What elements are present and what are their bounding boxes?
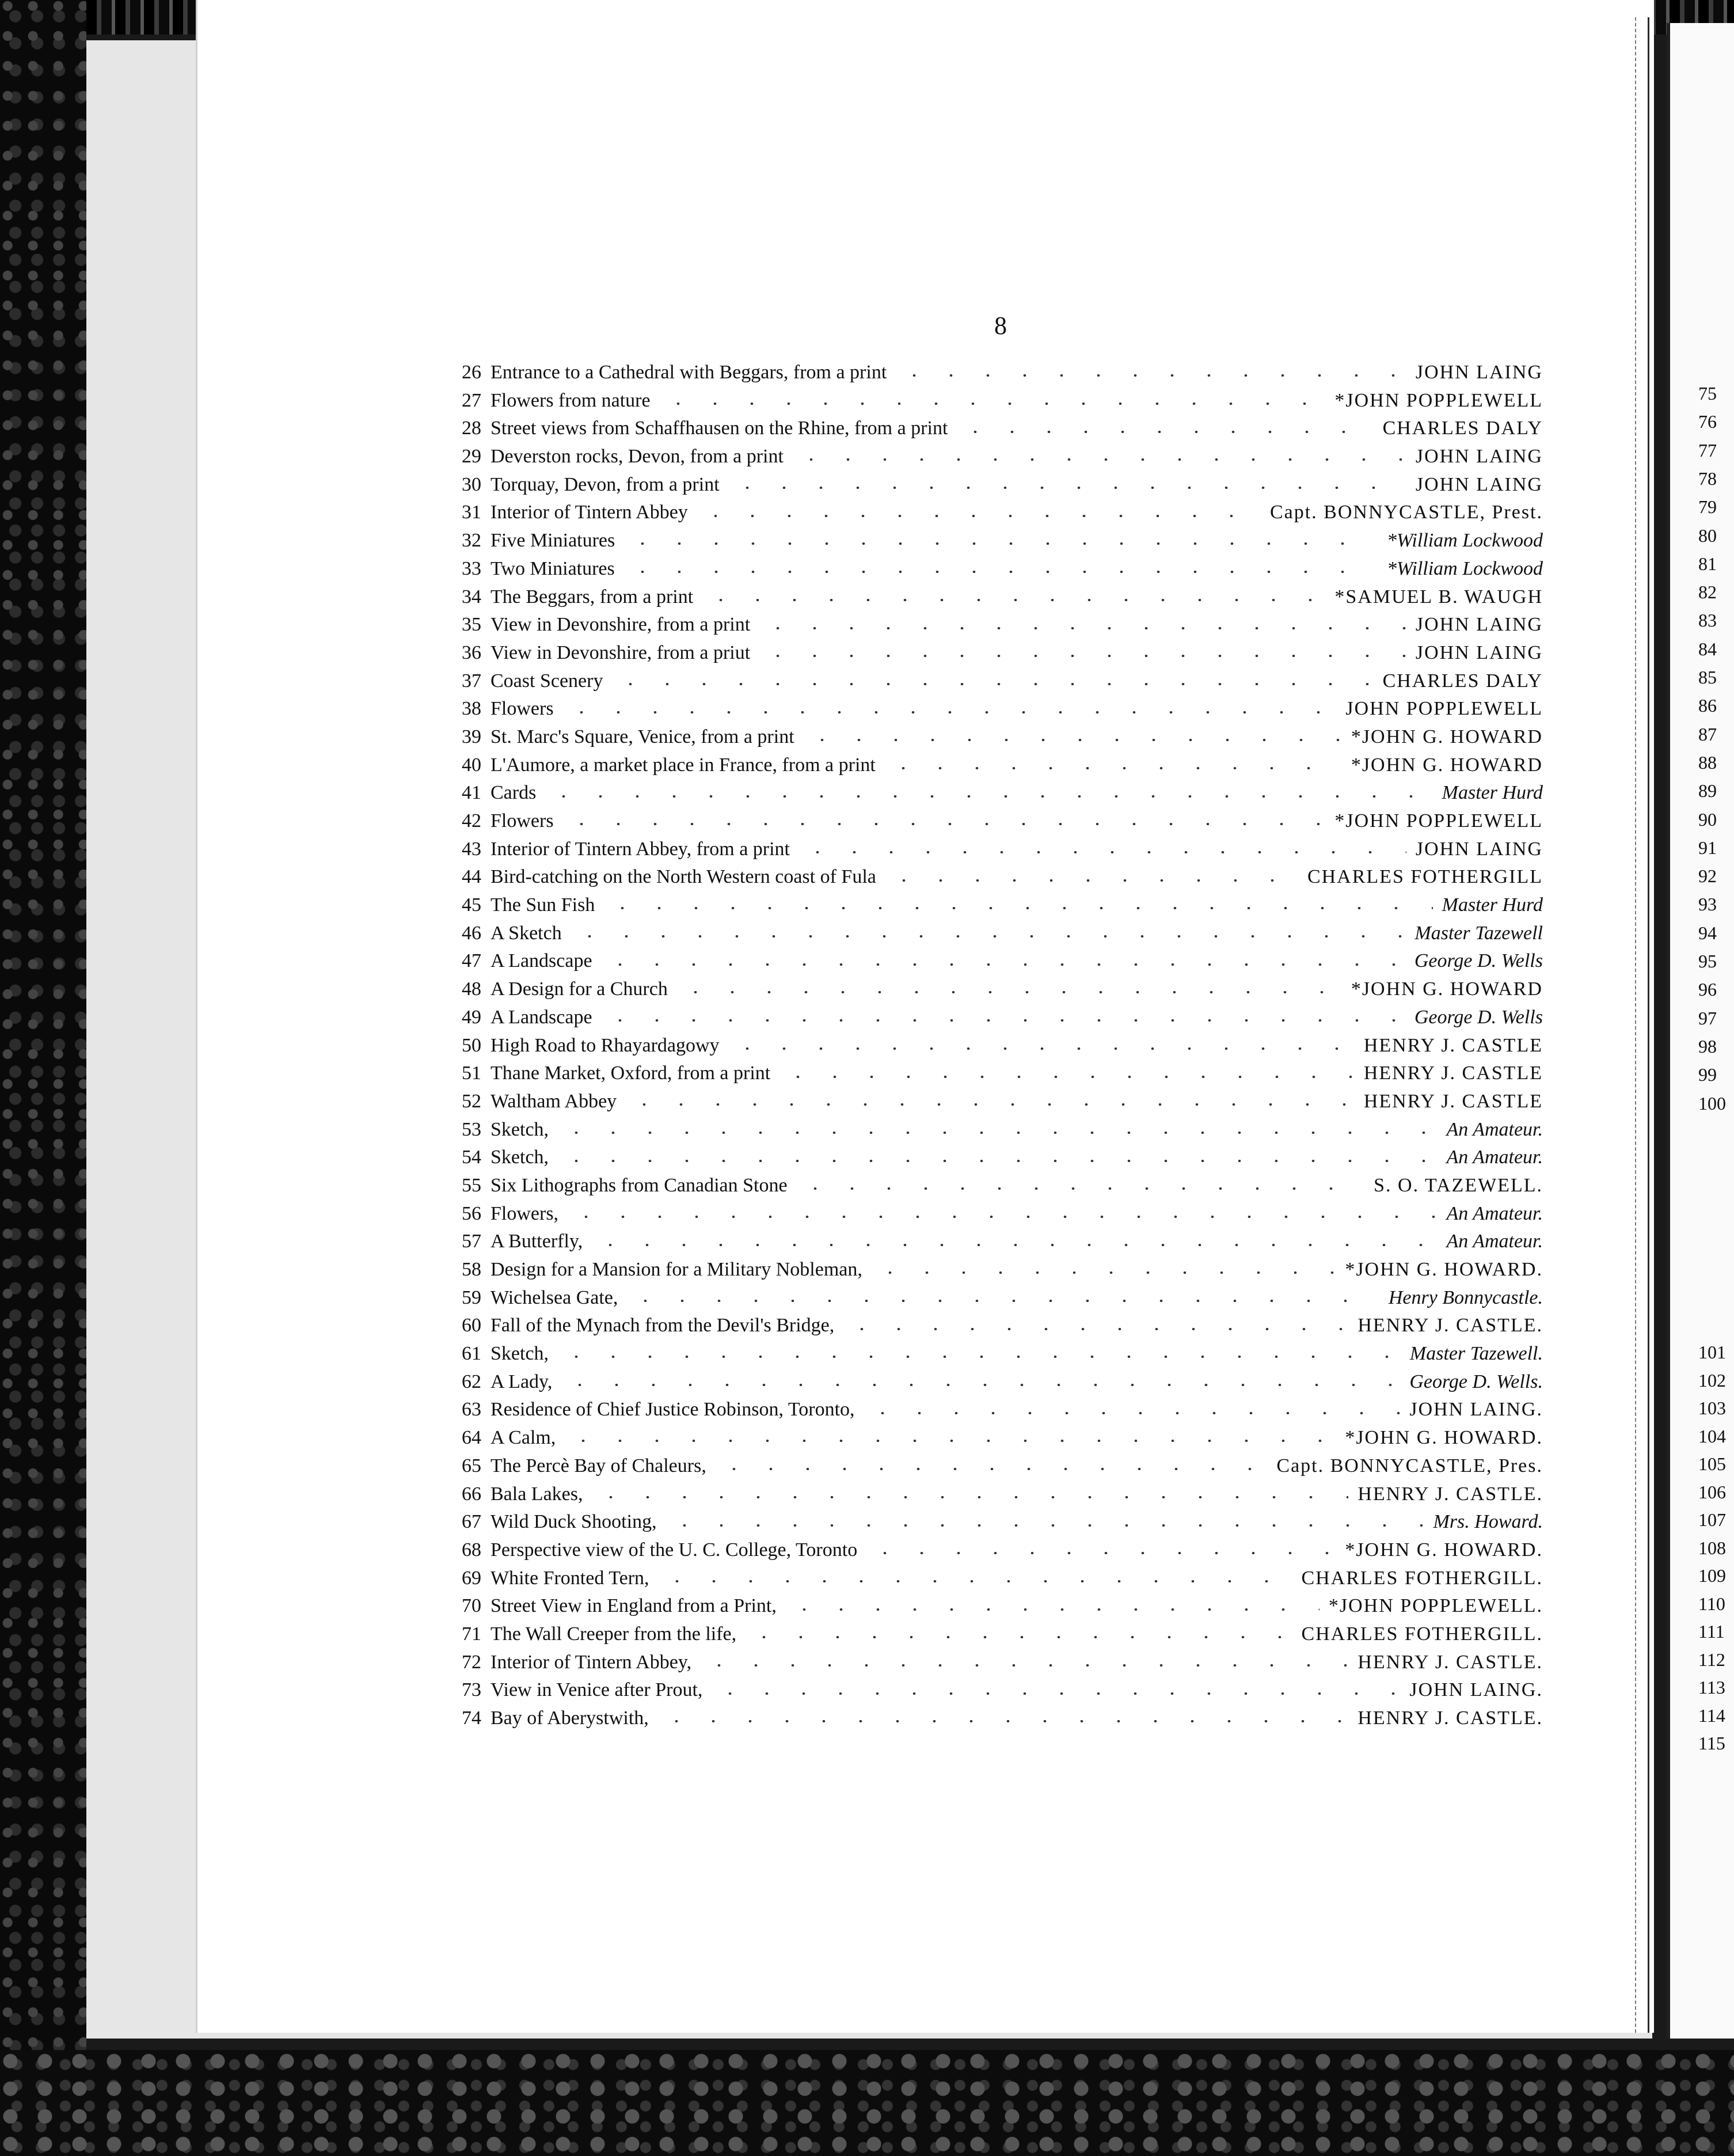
entry-number: 40 [462, 754, 481, 776]
entry-number: 71 [462, 1623, 481, 1645]
facing-entry-number: 93 [1698, 894, 1717, 915]
entry-number: 31 [462, 502, 481, 523]
entry-artist: JOHN LAING [1415, 473, 1543, 495]
catalogue-entry [449, 810, 1543, 838]
entry-number: 41 [462, 782, 481, 804]
entry-number: 46 [462, 922, 481, 944]
scan-border-bottom [0, 2050, 1734, 2156]
facing-entry-number: 78 [1698, 468, 1717, 489]
entry-title: Flowers [490, 698, 554, 720]
dot-leader [658, 1720, 1349, 1722]
entry-number: 49 [462, 1006, 481, 1028]
entry-artist: *SAMUEL B. WAUGH [1334, 586, 1543, 608]
dot-leader [759, 655, 1406, 657]
facing-entry-number: 75 [1698, 383, 1717, 404]
entry-number: 35 [462, 614, 481, 636]
catalogue-entry [449, 1455, 1543, 1483]
dot-leader [896, 374, 1406, 377]
facing-entry-number: 94 [1698, 922, 1717, 943]
entry-title: Interior of Tintern Abbey, [490, 1651, 692, 1673]
entry-title: A Landscape [490, 950, 592, 972]
catalogue-entry [449, 1147, 1543, 1175]
catalogue-entry [449, 1652, 1543, 1680]
page-number: 8 [994, 312, 1007, 340]
entry-number: 48 [462, 978, 481, 1000]
dot-leader [864, 1412, 1401, 1414]
entry-artist: HENRY J. CASTLE [1363, 1090, 1543, 1112]
entry-artist: Master Hurd [1442, 894, 1543, 916]
entry-artist: *William Lockwood [1386, 557, 1543, 579]
entry-number: 74 [462, 1707, 481, 1729]
facing-entry-number: 79 [1698, 496, 1717, 518]
entry-artist: Mrs. Howard. [1433, 1511, 1543, 1533]
catalogue-entry [449, 1119, 1543, 1147]
entry-number: 43 [462, 838, 481, 860]
entry-artist: *JOHN G. HOWARD [1351, 754, 1543, 776]
dot-leader [565, 1440, 1336, 1442]
entry-artist: Capt. BONNYCASTLE, Pres. [1276, 1455, 1543, 1476]
dot-leader [779, 1076, 1355, 1078]
entry-artist: *JOHN G. HOWARD. [1345, 1539, 1543, 1561]
entry-number: 28 [462, 417, 481, 439]
entry-title: L'Aumore, a market place in France, from a print [490, 754, 876, 776]
catalogue-entry [449, 1567, 1543, 1596]
dot-leader [804, 739, 1342, 741]
entry-title: The Percè Bay of Chaleurs, [490, 1455, 706, 1476]
entry-number: 57 [462, 1231, 481, 1252]
entry-title: Street views from Schaffhausen on the Rhine, from a print [490, 417, 948, 439]
dot-leader [624, 571, 1378, 573]
entry-number: 42 [462, 810, 481, 832]
entry-title: View in Devonshire, from a print [490, 614, 751, 636]
facing-entry-number: 99 [1698, 1064, 1717, 1085]
entry-number: 32 [462, 530, 481, 552]
catalogue-entry [449, 1035, 1543, 1063]
catalogue-entry [449, 586, 1543, 614]
dot-leader [843, 1328, 1348, 1330]
catalogue-entry [449, 1511, 1543, 1539]
entry-artist: CHARLES FOTHERGILL. [1301, 1623, 1543, 1645]
dot-leader [563, 711, 1337, 713]
entry-artist: JOHN LAING [1415, 446, 1543, 468]
facing-entry-number: 95 [1698, 951, 1717, 971]
facing-entry-number: 96 [1698, 979, 1717, 1000]
entry-number: 65 [462, 1455, 481, 1476]
facing-entry-number: 84 [1698, 638, 1717, 659]
facing-entry-number: 114 [1698, 1705, 1725, 1726]
entry-artist: *JOHN G. HOWARD. [1345, 1427, 1543, 1449]
catalogue-entry [449, 558, 1543, 586]
facing-entry-number: 115 [1698, 1733, 1725, 1753]
entry-number: 61 [462, 1343, 481, 1365]
entry-number: 26 [462, 362, 481, 383]
entry-title: The Wall Creeper from the life, [490, 1623, 737, 1645]
dot-leader [558, 1132, 1437, 1134]
entry-number: 39 [462, 726, 481, 747]
entry-artist: Master Tazewell. [1409, 1343, 1543, 1365]
dot-leader [592, 1496, 1349, 1498]
entry-title: View in Devonshire, from a priut [490, 642, 751, 663]
entry-title: Bird-catching on the North Western coast of Fula [490, 866, 876, 888]
catalogue-entry [449, 894, 1543, 923]
entry-title: St. Marc's Square, Venice, from a print [490, 726, 794, 747]
entry-artist: Master Tazewell [1414, 922, 1543, 944]
catalogue-entry [449, 1175, 1543, 1203]
facing-entry-number: 77 [1698, 439, 1717, 461]
catalogue-entry [449, 614, 1543, 642]
entry-number: 56 [462, 1202, 481, 1224]
entry-artist: JOHN LAING [1415, 362, 1543, 383]
entry-title: The Sun Fish [490, 894, 595, 916]
facing-entry-number: 113 [1698, 1677, 1725, 1698]
entry-title: Residence of Chief Justice Robinson, Toronto, [490, 1399, 855, 1421]
entry-number: 72 [462, 1651, 481, 1673]
entry-title: Perspective view of the U. C. College, Toronto [490, 1539, 858, 1561]
dot-leader [786, 1608, 1319, 1611]
facing-entry-number: 108 [1698, 1537, 1726, 1558]
catalogue-entry [449, 1007, 1543, 1035]
catalogue-entry [449, 754, 1543, 783]
facing-entry-number: 89 [1698, 780, 1717, 802]
dot-leader [885, 879, 1298, 882]
facing-entry-number: 112 [1698, 1649, 1725, 1670]
entry-number: 67 [462, 1511, 481, 1533]
catalogue-entry [449, 782, 1543, 810]
dot-leader [885, 767, 1342, 769]
entry-artist: CHARLES FOTHERGILL. [1301, 1567, 1543, 1589]
entry-number: 34 [462, 586, 481, 608]
dot-leader [660, 403, 1326, 405]
dot-leader [561, 1384, 1400, 1386]
entry-title: Torquay, Devon, from a print [490, 473, 720, 495]
facing-entry-number: 97 [1698, 1007, 1717, 1028]
entry-title: Five Miniatures [490, 530, 615, 552]
catalogue-entry [449, 838, 1543, 867]
entry-artist: S. O. TAZEWELL. [1374, 1174, 1543, 1196]
dot-leader [712, 1692, 1400, 1695]
catalogue-entry-list [449, 362, 1543, 1736]
catalogue-entry [449, 1427, 1543, 1455]
entry-artist: CHARLES DALY [1382, 670, 1543, 692]
dot-leader [568, 1216, 1437, 1218]
dot-leader [558, 1160, 1437, 1162]
entry-title: Bay of Aberystwith, [490, 1707, 649, 1729]
entry-title: Flowers, [490, 1202, 559, 1224]
entry-title: Interior of Tintern Abbey, from a print [490, 838, 790, 860]
entry-title: Sketch, [490, 1118, 549, 1140]
facing-entry-number: 91 [1698, 837, 1717, 858]
entry-number: 33 [462, 557, 481, 579]
entry-title: Sketch, [490, 1147, 549, 1168]
dot-leader [666, 1524, 1424, 1527]
catalogue-entry [449, 1483, 1543, 1512]
entry-artist: An Amateur. [1446, 1147, 1543, 1168]
entry-number: 30 [462, 473, 481, 495]
entry-title: Wild Duck Shooting, [490, 1511, 657, 1533]
entry-artist: *JOHN G. HOWARD. [1345, 1259, 1543, 1280]
entry-artist: JOHN LAING [1415, 642, 1543, 663]
entry-artist: George D. Wells [1414, 950, 1543, 972]
catalogue-entry [449, 530, 1543, 558]
facing-entry-number: 106 [1698, 1481, 1726, 1502]
catalogue-entry [449, 1623, 1543, 1652]
facing-entry-number: 109 [1698, 1565, 1726, 1586]
catalogue-entry [449, 1287, 1543, 1315]
entry-title: A Sketch [490, 922, 562, 944]
catalogue-entry [449, 1091, 1543, 1119]
entry-title: Fall of the Mynach from the Devil's Bridge, [490, 1315, 835, 1337]
facing-entry-number: 102 [1698, 1369, 1726, 1391]
dot-leader [702, 599, 1325, 601]
dot-leader [746, 1636, 1292, 1638]
catalogue-entry [449, 1371, 1543, 1399]
catalogue-entry [449, 417, 1543, 446]
entry-artist: Master Hurd [1442, 782, 1543, 804]
entry-number: 53 [462, 1118, 481, 1140]
entry-number: 51 [462, 1062, 481, 1084]
catalogue-entry [449, 1315, 1543, 1343]
facing-entry-number: 82 [1698, 582, 1717, 603]
dot-leader [602, 1019, 1405, 1022]
entry-number: 66 [462, 1483, 481, 1505]
entry-number: 58 [462, 1259, 481, 1280]
dot-leader [797, 1187, 1365, 1190]
entry-title: Thane Market, Oxford, from a print [490, 1062, 771, 1084]
dot-leader [604, 907, 1432, 909]
catalogue-entry [449, 1343, 1543, 1371]
catalogue-entry [449, 390, 1543, 418]
catalogue-entry [449, 978, 1543, 1007]
entry-artist: HENRY J. CASTLE [1363, 1034, 1543, 1056]
entry-number: 64 [462, 1427, 481, 1449]
dot-leader [866, 1552, 1336, 1554]
dot-leader [872, 1271, 1336, 1274]
entry-title: A Landscape [490, 1006, 592, 1028]
entry-artist: HENRY J. CASTLE [1363, 1062, 1543, 1084]
entry-artist: *William Lockwood [1386, 530, 1543, 552]
dot-leader [545, 795, 1432, 798]
entry-number: 68 [462, 1539, 481, 1561]
entry-artist: JOHN LAING. [1409, 1399, 1543, 1421]
entry-number: 29 [462, 446, 481, 468]
entry-artist: JOHN POPPLEWELL [1345, 698, 1543, 720]
facing-entry-number: 103 [1698, 1398, 1726, 1418]
dot-leader [592, 1244, 1437, 1246]
entry-title: A Lady, [490, 1371, 553, 1392]
dot-leader [716, 1468, 1268, 1470]
entry-title: Six Lithographs from Canadian Stone [490, 1174, 788, 1196]
facing-entry-number: 111 [1698, 1621, 1725, 1642]
entry-title: High Road to Rhayardagowy [490, 1034, 720, 1056]
entry-title: The Beggars, from a print [490, 586, 694, 608]
catalogue-entry [449, 362, 1543, 390]
facing-entry-number: 105 [1698, 1453, 1726, 1474]
facing-entry-number: 110 [1698, 1593, 1725, 1614]
catalogue-entry [449, 1399, 1543, 1427]
facing-entry-number: 100 [1698, 1092, 1726, 1114]
entry-title: A Design for a Church [490, 978, 668, 1000]
entry-number: 59 [462, 1286, 481, 1308]
entry-title: Entrance to a Cathedral with Beggars, from a print [490, 362, 887, 383]
book-cover-edge [0, 0, 86, 2156]
entry-number: 37 [462, 670, 481, 692]
entry-number: 52 [462, 1090, 481, 1112]
entry-title: Two Miniatures [490, 557, 615, 579]
entry-title: Deverston rocks, Devon, from a print [490, 446, 784, 468]
entry-artist: An Amateur. [1446, 1202, 1543, 1224]
catalogue-entry [449, 1679, 1543, 1707]
dot-leader [563, 823, 1326, 825]
catalogue-entry [449, 502, 1543, 530]
entry-title: Cards [490, 782, 537, 804]
entry-artist: An Amateur. [1446, 1231, 1543, 1252]
entry-title: Bala Lakes, [490, 1483, 583, 1505]
entry-title: View in Venice after Prout, [490, 1679, 703, 1701]
facing-entry-number: 88 [1698, 751, 1717, 773]
dot-leader [659, 1580, 1292, 1582]
entry-title: Coast Scenery [490, 670, 603, 692]
entry-artist: *JOHN POPPLEWELL [1334, 810, 1543, 832]
entry-number: 60 [462, 1315, 481, 1337]
entry-artist: CHARLES FOTHERGILL [1307, 866, 1543, 888]
facing-entry-number: 80 [1698, 525, 1717, 546]
facing-entry-number: 81 [1698, 553, 1717, 574]
dot-leader [799, 851, 1406, 853]
facing-entry-number: 101 [1698, 1342, 1726, 1362]
catalogue-entry [449, 1062, 1543, 1091]
entry-artist: *JOHN G. HOWARD [1351, 726, 1543, 747]
dot-leader [571, 935, 1406, 937]
facing-entry-number: 104 [1698, 1425, 1726, 1447]
entry-artist: JOHN LAING [1415, 838, 1543, 860]
entry-artist: George D. Wells. [1409, 1371, 1543, 1392]
entry-title: Wichelsea Gate, [490, 1286, 618, 1308]
facing-entry-number: 85 [1698, 667, 1717, 688]
entry-artist: George D. Wells [1414, 1006, 1543, 1028]
entry-number: 62 [462, 1371, 481, 1392]
catalogue-entry [449, 642, 1543, 670]
dot-leader [729, 1047, 1355, 1050]
catalogue-entry [449, 923, 1543, 951]
catalogue-entry [449, 1539, 1543, 1567]
entry-title: Flowers [490, 810, 554, 832]
dot-leader [957, 431, 1373, 433]
dot-leader [793, 458, 1406, 461]
entry-artist: *JOHN G. HOWARD [1351, 978, 1543, 1000]
dot-leader [701, 1664, 1348, 1667]
entry-artist: HENRY J. CASTLE. [1357, 1483, 1543, 1505]
catalogue-entry [449, 950, 1543, 978]
entry-artist: *JOHN POPPLEWELL [1334, 389, 1543, 411]
entry-title: A Butterfly, [490, 1231, 583, 1252]
entry-number: 73 [462, 1679, 481, 1701]
dot-leader [759, 627, 1406, 629]
catalogue-entry [449, 726, 1543, 754]
entry-number: 55 [462, 1174, 481, 1196]
entry-number: 63 [462, 1399, 481, 1421]
facing-entry-number: 92 [1698, 866, 1717, 887]
entry-number: 36 [462, 642, 481, 663]
facing-entry-number: 98 [1698, 1035, 1717, 1057]
entry-number: 44 [462, 866, 481, 888]
dot-leader [602, 963, 1405, 966]
entry-number: 45 [462, 894, 481, 916]
facing-entry-number: 86 [1698, 695, 1717, 716]
entry-number: 54 [462, 1147, 481, 1168]
entry-artist: HENRY J. CASTLE. [1357, 1707, 1543, 1729]
entry-number: 38 [462, 698, 481, 720]
dot-leader [624, 542, 1378, 545]
catalogue-entry [449, 698, 1543, 726]
dot-leader [729, 487, 1406, 489]
catalogue-entry [449, 1259, 1543, 1287]
dot-leader [612, 683, 1373, 685]
facing-entry-number: 83 [1698, 610, 1717, 631]
catalogue-entry [449, 670, 1543, 699]
entry-title: Waltham Abbey [490, 1090, 617, 1112]
catalogue-entry [449, 474, 1543, 502]
entry-number: 50 [462, 1034, 481, 1056]
dot-leader [558, 1356, 1401, 1358]
entry-title: Sketch, [490, 1343, 549, 1365]
entry-title: Street View in England from a Print, [490, 1595, 777, 1617]
entry-number: 27 [462, 389, 481, 411]
dot-leader [627, 1300, 1379, 1302]
catalogue-entry [449, 1707, 1543, 1736]
entry-artist: Capt. BONNYCASTLE, Prest. [1269, 502, 1543, 523]
catalogue-entry [449, 446, 1543, 474]
entry-title: White Fronted Tern, [490, 1567, 649, 1589]
entry-artist: JOHN LAING. [1409, 1679, 1543, 1701]
page-edge [1635, 17, 1649, 2033]
facing-entry-number: 90 [1698, 808, 1717, 830]
entry-artist: CHARLES DALY [1382, 417, 1543, 439]
entry-artist: HENRY J. CASTLE. [1357, 1315, 1543, 1337]
entry-artist: An Amateur. [1446, 1118, 1543, 1140]
entry-number: 47 [462, 950, 481, 972]
facing-entry-number: 107 [1698, 1509, 1726, 1530]
dot-leader [697, 515, 1261, 517]
dot-leader [677, 991, 1342, 993]
entry-title: A Calm, [490, 1427, 556, 1449]
entry-artist: *JOHN POPPLEWELL. [1328, 1595, 1543, 1617]
entry-artist: JOHN LAING [1415, 614, 1543, 636]
entry-title: Interior of Tintern Abbey [490, 502, 688, 523]
facing-entry-number: 87 [1698, 723, 1717, 745]
catalogue-entry [449, 1231, 1543, 1259]
entry-artist: HENRY J. CASTLE. [1357, 1651, 1543, 1673]
entry-title: Flowers from nature [490, 389, 651, 411]
catalogue-entry [449, 1203, 1543, 1231]
catalogue-entry [449, 1595, 1543, 1623]
dot-leader [626, 1103, 1355, 1106]
entry-artist: Henry Bonnycastle. [1388, 1286, 1543, 1308]
entry-number: 69 [462, 1567, 481, 1589]
entry-number: 70 [462, 1595, 481, 1617]
catalogue-entry [449, 866, 1543, 894]
entry-title: Design for a Mansion for a Military Nobleman, [490, 1259, 862, 1280]
facing-entry-number: 76 [1698, 411, 1717, 432]
